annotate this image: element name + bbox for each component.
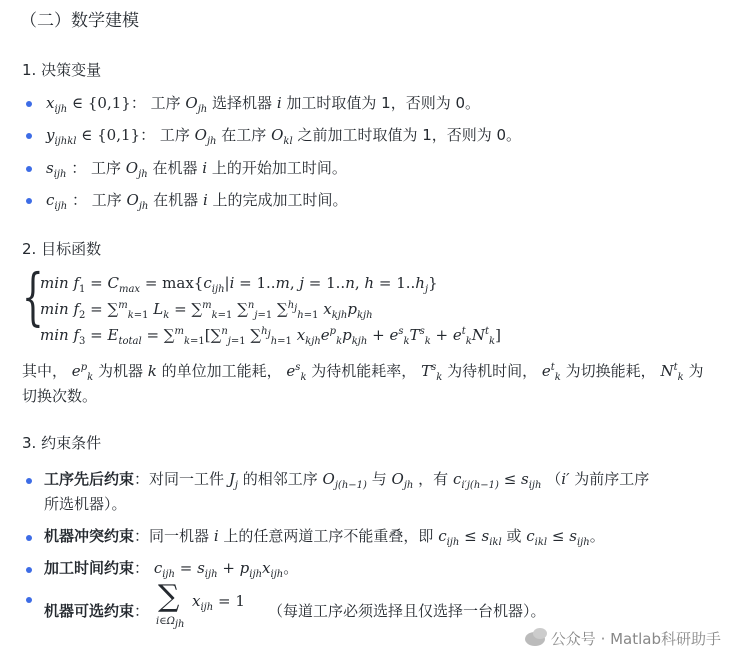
watermark: 公众号 · Matlab科研助手 xyxy=(525,628,721,649)
equation-f1: $\min f_1 = C_{max} = \max\{c_{ijh}|i = 1..m$, j = 1..n, $h = 1..h_j$} xyxy=(40,274,438,295)
bullet-icon xyxy=(26,567,32,573)
bullet-icon xyxy=(26,478,32,484)
page-title: （二）数学建模 xyxy=(20,11,139,31)
bullet-icon xyxy=(26,198,32,204)
section-heading-variables: 1. 决策变量 xyxy=(22,61,102,79)
equation-f2: $\min f_2 = \sum^m_{k=1}$ $L_k = \sum^m_{k=1}$ ∑$^n_{j=1}$ ∑$^{h_j}_{h=1}$ $x_{kjh}p_{kjh}$ xyxy=(40,300,373,321)
brace-icon: { xyxy=(22,260,44,333)
bullet-icon xyxy=(26,101,32,107)
bullet-icon xyxy=(26,535,32,541)
bullet-icon xyxy=(26,133,32,139)
bullet-icon xyxy=(26,597,32,603)
bullet-icon xyxy=(26,166,32,172)
sum-subscript: $i\in\Omega_{jh}$ xyxy=(156,616,185,630)
wechat-logo-icon xyxy=(525,632,545,646)
section-heading-objectives: 2. 目标函数 xyxy=(22,240,102,258)
equation-f3: $\min f_3 = E_{total} = \sum^m_{k=1}[\sum^n_{j=1}$ ∑$^{h_j}_{h=1}$ $x_{kjh}e^p_kp_{kjh} + e^s_kT^s_k + e^t_kN^t_k$] xyxy=(40,326,501,347)
section-heading-constraints: 3. 约束条件 xyxy=(22,434,102,452)
sum-symbol: ∑ xyxy=(158,579,180,614)
